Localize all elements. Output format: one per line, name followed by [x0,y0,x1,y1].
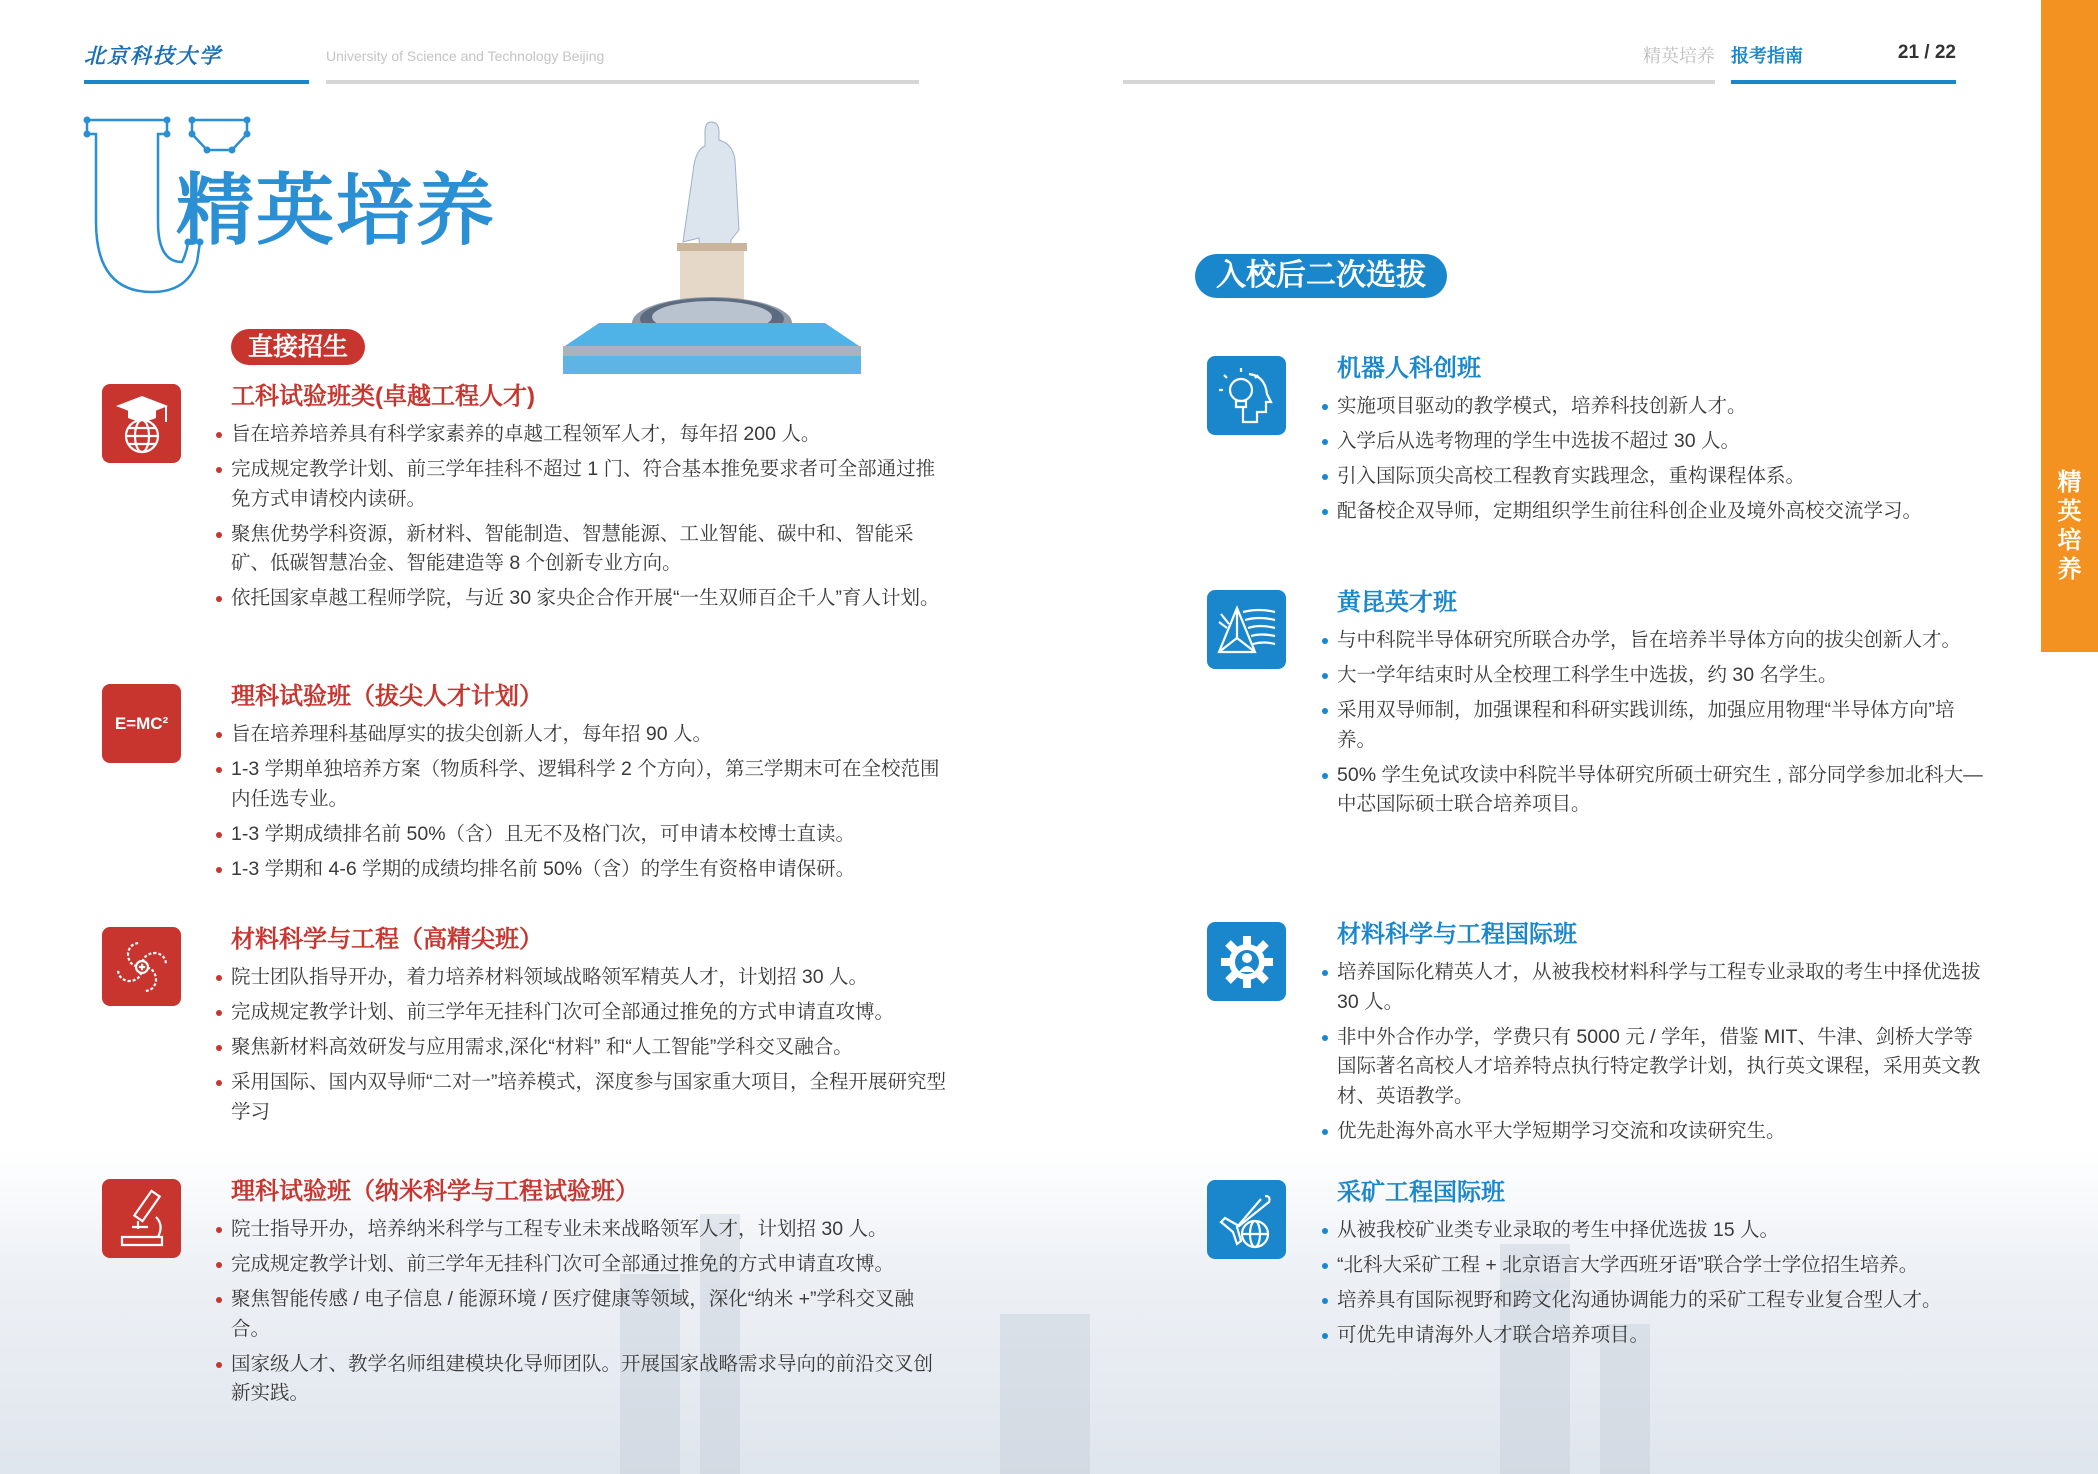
program-title: 机器人科创班 [1337,355,1481,382]
program-bullet: 完成规定教学计划、前三学年无挂科门次可全部通过推免的方式申请直攻博。 [231,998,946,1028]
program-bullet: 非中外合作办学，学费只有 5000 元 / 学年，借鉴 MIT、牛津、剑桥大学等国际著名高校人才培养特点执行特定教学计划，执行英文课程，采用英文教材、英语教学。 [1337,1023,1992,1112]
university-logo: 北京科技大学 [84,43,222,68]
program-bullet: 采用国际、国内双导师“二对一”培养模式，深度参与国家重大项目，全程开展研究型学习 [231,1068,946,1127]
program-bullet: 1-3 学期成绩排名前 50%（含）且无不及格门次，可申请本校博士直读。 [231,820,946,850]
header-rule-gray-left [326,80,919,84]
program-bullet: 聚焦新材料高效研发与应用需求,深化“材料” 和“人工智能”学科交叉融合。 [231,1033,946,1063]
university-english-name: University of Science and Technology Beijing [326,48,605,64]
secondary-selection-badge: 入校后二次选拔 [1195,254,1447,298]
microscope-icon [102,1179,181,1258]
program-title: 黄昆英才班 [1337,589,1457,616]
nav-section-label[interactable]: 精英培养 [1643,46,1715,66]
gear-person-icon [1207,922,1286,1001]
program-bullet: 大一学年结束时从全校理工科学生中选拔，约 30 名学生。 [1337,661,1992,691]
program-bullet: 配备校企双导师，定期组织学生前往科创企业及境外高校交流学习。 [1337,497,1992,527]
program-bullet: 培养具有国际视野和跨文化沟通协调能力的采矿工程专业复合型人才。 [1337,1286,1992,1316]
header-rule-blue-right [1731,80,1956,84]
program-bullet-list [231,720,946,884]
program-bullet: 可优先申请海外人才联合培养项目。 [1337,1321,1992,1351]
program-bullet: 完成规定教学计划、前三学年无挂科门次可全部通过推免的方式申请直攻博。 [231,1250,946,1280]
program-bullet: 入学后从选考物理的学生中选拔不超过 30 人。 [1337,427,1992,457]
plane-globe-icon [1207,1180,1286,1259]
page-number: 21 / 22 [1897,42,1956,63]
program-bullet: 从被我校矿业类专业录取的考生中择优选拔 15 人。 [1337,1216,1992,1246]
formula-icon-text: E=MC² [114,713,169,733]
program-bullet-list [1337,1216,1992,1351]
program-bullet: 优先赴海外高水平大学短期学习交流和攻读研究生。 [1337,1117,1992,1147]
page-title: 精英培养 [176,166,497,254]
program-bullet: 聚焦优势学科资源，新材料、智能制造、智慧能源、工业智能、碳中和、智能采矿、低碳智慧冶金、智能建造等 8 个创新专业方向。 [231,520,946,579]
program-title: 材料科学与工程（高精尖班） [231,926,543,953]
formula-icon [102,684,181,763]
program-bullet: 国家级人才、教学名师组建模块化导师团队。开展国家战略需求导向的前沿交叉创新实践。 [231,1350,946,1409]
program-bullet: 引入国际顶尖高校工程教育实践理念，重构课程体系。 [1337,462,1992,492]
program-bullet-list [231,1215,946,1409]
program-bullet: 培养国际化精英人才，从被我校材料科学与工程专业录取的考生中择优选拔 30 人。 [1337,958,1992,1017]
program-bullet: 旨在培养培养具有科学家素养的卓越工程领军人才，每年招 200 人。 [231,420,946,450]
program-title: 采矿工程国际班 [1337,1179,1505,1206]
program-title: 材料科学与工程国际班 [1337,921,1577,948]
side-tab-label: 精 英 培 养 [2057,469,2082,583]
program-bullet: 采用双导师制，加强课程和科研实践训练，加强应用物理“半导体方向”培养。 [1337,696,1992,755]
program-bullet: 1-3 学期和 4-6 学期的成绩均排名前 50%（含）的学生有资格申请保研。 [231,855,946,885]
statue-illustration [559,118,865,374]
graduation-globe-icon [102,384,181,463]
lightbulb-head-icon [1207,356,1286,435]
program-bullet: 1-3 学期单独培养方案（物质科学、逻辑科学 2 个方向），第三学期末可在全校范围内任选专业。 [231,755,946,814]
program-bullet: 聚焦智能传感 / 电子信息 / 能源环境 / 医疗健康等领域，深化“纳米 +”学科交叉融合。 [231,1285,946,1344]
program-bullet: 与中科院半导体研究所联合办学，旨在培养半导体方向的拔尖创新人才。 [1337,626,1992,656]
program-bullet-list [231,963,946,1127]
semiconductor-icon [1207,590,1286,669]
program-bullet: 院士指导开办，培养纳米科学与工程专业未来战略领军人才，计划招 30 人。 [231,1215,946,1245]
program-title: 工科试验班类(卓越工程人才) [231,383,535,410]
program-bullet-list [1337,626,1992,820]
header-rule-gray-right [1123,80,1715,84]
direct-admission-badge: 直接招生 [231,329,365,365]
program-bullet-list [1337,392,1992,527]
program-bullet: “北科大采矿工程 + 北京语言大学西班牙语”联合学士学位招生培养。 [1337,1251,1992,1281]
program-bullet: 50% 学生免试攻读中科院半导体研究所硕士研究生 , 部分同学参加北科大—中芯国际硕士联合培养项目。 [1337,761,1992,820]
program-bullet: 依托国家卓越工程师学院，与近 30 家央企合作开展“一生双师百企千人”育人计划。 [231,584,946,614]
program-bullet: 旨在培养理科基础厚实的拔尖创新人才，每年招 90 人。 [231,720,946,750]
program-bullet: 院士团队指导开办，着力培养材料领域战略领军精英人才，计划招 30 人。 [231,963,946,993]
program-bullet-list [1337,958,1992,1146]
header-rule-blue-left [84,80,309,84]
program-title: 理科试验班（纳米科学与工程试验班） [231,1178,639,1205]
program-bullet: 实施项目驱动的教学模式，培养科技创新人才。 [1337,392,1992,422]
nav-active-label[interactable]: 报考指南 [1731,46,1803,66]
spiral-icon [102,927,181,1006]
program-title: 理科试验班（拔尖人才计划） [231,683,543,710]
program-bullet: 完成规定教学计划、前三学年挂科不超过 1 门、符合基本推免要求者可全部通过推免方式申请校内读研。 [231,455,946,514]
program-bullet-list [231,420,946,614]
